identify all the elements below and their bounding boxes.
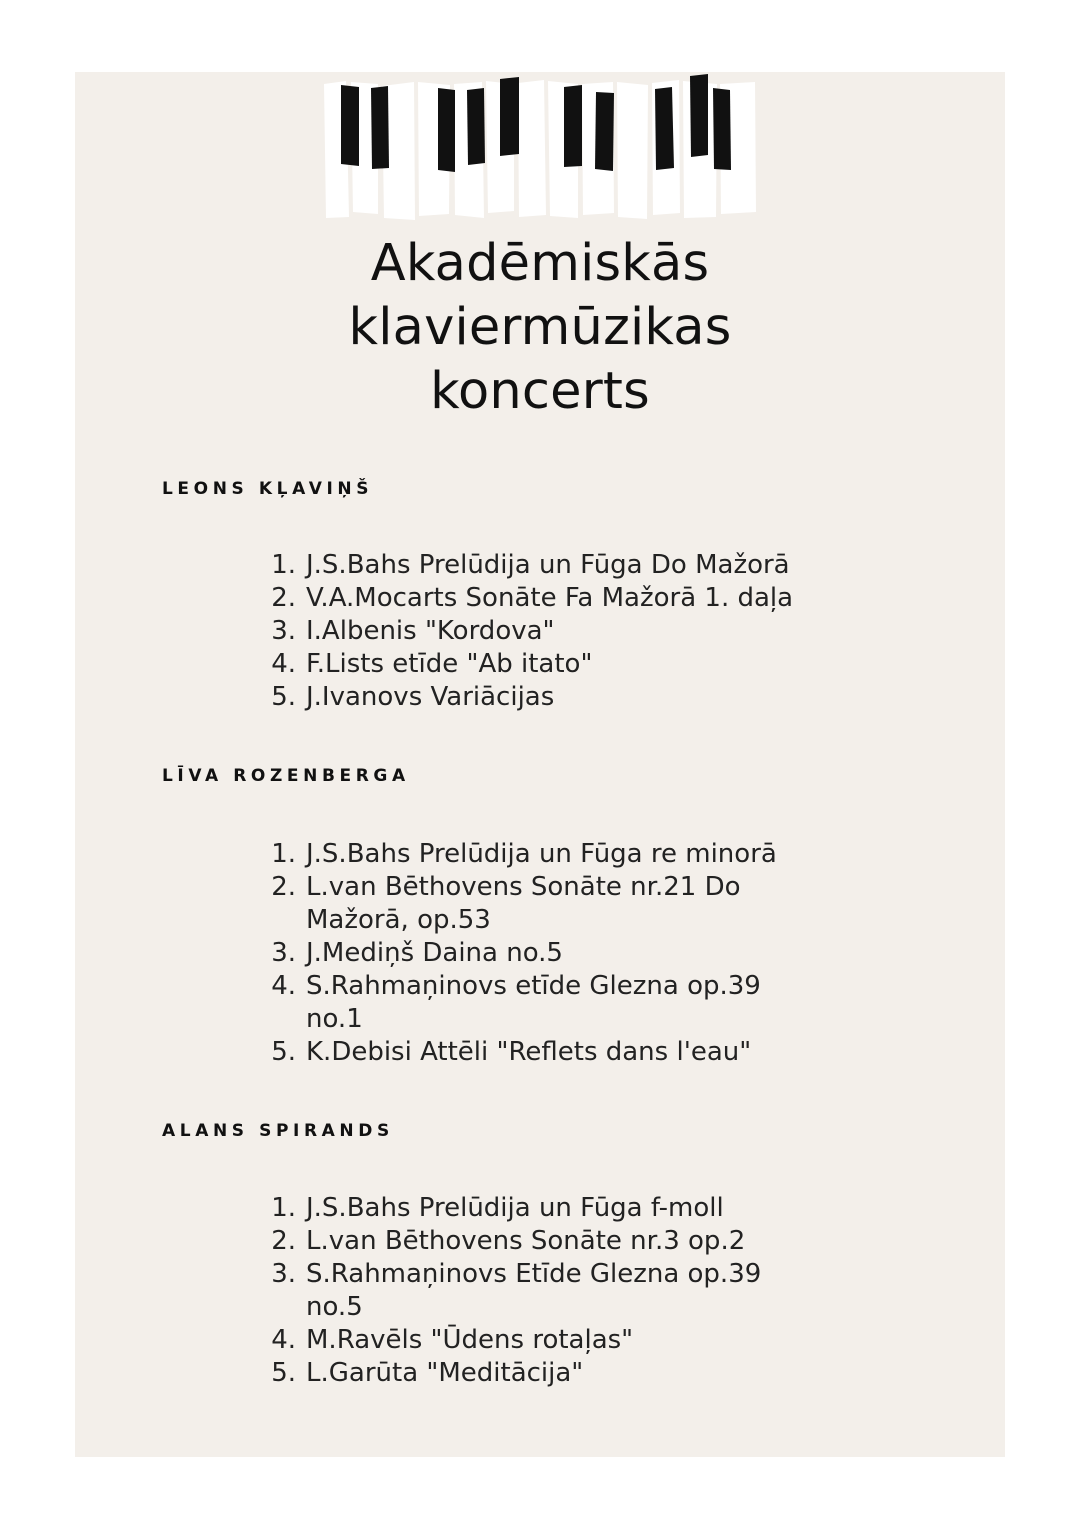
item-number: 3. [271, 1259, 296, 1289]
item-number: 3. [271, 938, 296, 968]
performer-name: ALANS SPIRANDS [162, 1121, 394, 1141]
item-number: 2. [271, 1226, 296, 1256]
list-item [266, 1357, 786, 1390]
program-list [266, 838, 786, 1069]
item-number: 5. [271, 682, 296, 712]
item-text: J.S.Bahs Prelūdija un Fūga re minorā [306, 839, 777, 869]
performer-name: LEONS KĻAVIŅŠ [162, 479, 374, 499]
item-number: 2. [271, 583, 296, 613]
item-number: 4. [271, 649, 296, 679]
performer-name: LĪVA ROZENBERGA [162, 766, 410, 786]
item-text: J.Mediņš Daina no.5 [306, 938, 563, 968]
list-item [266, 937, 786, 970]
list-item [266, 681, 826, 714]
list-item [266, 1225, 786, 1258]
list-item [266, 838, 786, 871]
item-number: 3. [271, 616, 296, 646]
item-text: M.Ravēls "Ūdens rotaļas" [306, 1325, 634, 1355]
list-item [266, 1192, 786, 1225]
concert-title [240, 232, 840, 424]
item-text: K.Debisi Attēli "Reflets dans l'eau" [306, 1037, 752, 1067]
title-line-3: koncerts [430, 362, 650, 421]
item-number: 5. [271, 1037, 296, 1067]
item-number: 1. [271, 550, 296, 580]
item-text: F.Lists etīde "Ab itato" [306, 649, 593, 679]
list-item [266, 1036, 786, 1069]
item-number: 5. [271, 1358, 296, 1388]
item-number: 2. [271, 872, 296, 902]
list-item [266, 549, 826, 582]
item-text: S.Rahmaņinovs etīde Glezna op.39 no.1 [306, 971, 761, 1034]
item-number: 4. [271, 1325, 296, 1355]
program-list [266, 1192, 786, 1390]
item-text: I.Albenis "Kordova" [306, 616, 555, 646]
piano-keys-illustration [322, 72, 758, 222]
item-number: 4. [271, 971, 296, 1001]
list-item [266, 615, 826, 648]
list-item [266, 648, 826, 681]
item-text: J.S.Bahs Prelūdija un Fūga f-moll [306, 1193, 724, 1223]
item-text: J.S.Bahs Prelūdija un Fūga Do Mažorā [306, 550, 790, 580]
program-list [266, 549, 826, 714]
list-item [266, 1324, 786, 1357]
item-number: 1. [271, 839, 296, 869]
list-item [266, 970, 786, 1036]
item-text: J.Ivanovs Variācijas [306, 682, 555, 712]
item-number: 1. [271, 1193, 296, 1223]
item-text: L.van Bēthovens Sonāte nr.21 Do Mažorā, op.53 [306, 872, 741, 935]
item-text: S.Rahmaņinovs Etīde Glezna op.39 no.5 [306, 1259, 762, 1322]
list-item [266, 871, 786, 937]
title-line-1: Akadēmiskās [370, 234, 710, 293]
item-text: L.van Bēthovens Sonāte nr.3 op.2 [306, 1226, 746, 1256]
list-item [266, 582, 826, 615]
item-text: V.A.Mocarts Sonāte Fa Mažorā 1. daļa [306, 583, 794, 613]
item-text: L.Garūta "Meditācija" [306, 1358, 584, 1388]
title-line-2: klaviermūzikas [348, 298, 732, 357]
list-item [266, 1258, 786, 1324]
